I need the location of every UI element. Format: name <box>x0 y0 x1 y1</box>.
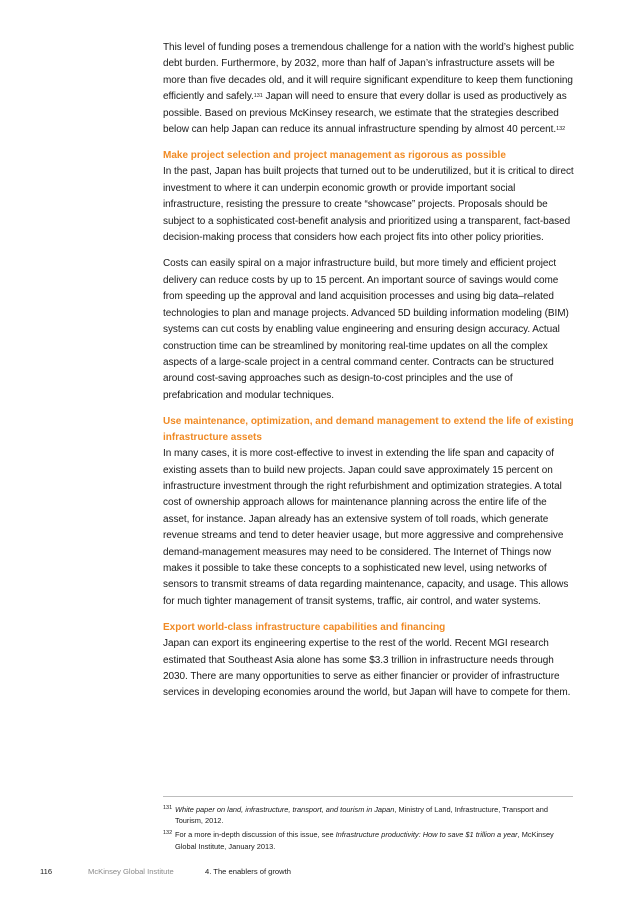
footnote-ref-132[interactable]: 132 <box>556 126 566 133</box>
subheading-project-selection: Make project selection and project management as rigorous as possible <box>163 150 506 162</box>
paragraph-text: This level of funding poses a tremendous challenge for a nation with the world’s highest public debt burden. Furthermore, by 2032, more than half of Japan’s infrastructure assets will be more than five decades old, and it will require significant expenditure to keep them functioning efficiently and safely. <box>163 42 574 103</box>
footnote-number: 132 <box>163 830 173 837</box>
main-text <box>163 40 575 712</box>
footnote-source-detail: , McKinsey Global Institute, January 2013. <box>175 830 554 851</box>
footnote-ref-131[interactable]: 131 <box>253 93 263 100</box>
footnote-source-title: Infrastructure productivity: How to save $1 trillion a year <box>335 830 518 840</box>
chapter-title: 4. The enablers of growth <box>205 867 291 876</box>
paragraph-funding-challenge <box>163 40 575 138</box>
footnote-number: 131 <box>163 805 173 811</box>
footnote-source-detail: , Ministry of Land, Infrastructure, Transport and Tourism, 2012. <box>175 805 549 826</box>
footnote-divider <box>163 796 573 797</box>
footnotes <box>163 796 575 855</box>
paragraph-export: Japan can export its engineering expertise to the rest of the world. Recent MGI research estimated that Southeast Asia alone has some $3.3 trillion in infrastructure needs through 2030. There are many opportunities to serve as either financier or provider of infrastructure services in developing economies around the world, but Japan will have to compete for them. <box>163 638 571 699</box>
footnote-source-title: White paper on land, infrastructure, transport, and tourism in Japan <box>175 805 395 814</box>
paragraph-past-projects: In the past, Japan has built projects that turned out to be underutilized, but it is critical to direct investment to where it can underpin economic growth or provide important social infrastructure, resisting the pressure to create “showcase” projects. Proposals should be subject to a sophisticated cost-benefit analysis and prioritized using a transparent, fact-based decision-making process that considers how each project fits into other policy priorities. <box>163 166 574 244</box>
footnote-intro: For a more in-depth discussion of this issue, see <box>175 830 336 840</box>
page-number: 116 <box>40 867 53 876</box>
footnote-131 <box>163 804 575 826</box>
footnote-132 <box>163 829 575 851</box>
subheading-export: Export world-class infrastructure capabilities and financing <box>163 622 446 634</box>
publisher-name: McKinsey Global Institute <box>88 867 174 876</box>
subheading-maintenance: Use maintenance, optimization, and demand management to extend the life of existing infrastructure assets <box>163 416 574 444</box>
paragraph-costs: Costs can easily spiral on a major infrastructure build, but more timely and efficient project delivery can reduce costs by up to 15 percent. An important source of savings would come from speeding up the approval and land acquisition processes and using big data–related technologies to plan and manage projects. Advanced 5D building information modeling (BIM) systems can cut costs by enabling value engineering and ensuring design accuracy. Actual construction time can be streamlined by monitoring real-time updates on all the complex aspects of a large-scale project in a central command center. Contracts can be structured around cost-saving approaches such as design-to-cost principles and the use of prefabrication and modular techniques. <box>163 258 569 401</box>
paragraph-cost-effective: In many cases, it is more cost-effective to invest in extending the life span and capacity of existing assets than to build new projects. Japan could save approximately 15 percent on infrastructure investment through the right refurbishment and optimization strategies. A total cost of ownership approach allows for maintenance planning across the entire life of the asset, for instance. Japan already has an extensive system of toll roads, which generate revenue streams and tend to deter heavier usage, but more aggressive and comprehensive demand-management measures may need to be considered. The Internet of Things now makes it possible to take these concepts to a sophisticated new level, using networks of sensors to transmit streams of data regarding maintenance, capacity, and usage. This allows for much tighter management of transit systems, traffic, air control, and water systems. <box>163 448 569 607</box>
page-footer <box>0 867 636 881</box>
paragraph-text: Japan will need to ensure that every dollar is used as productively as possible. Based on previous McKinsey research, we estimate that the strategies described below can help Japan can reduce its annual infrastructure spending by almost 40 percent. <box>163 91 567 136</box>
